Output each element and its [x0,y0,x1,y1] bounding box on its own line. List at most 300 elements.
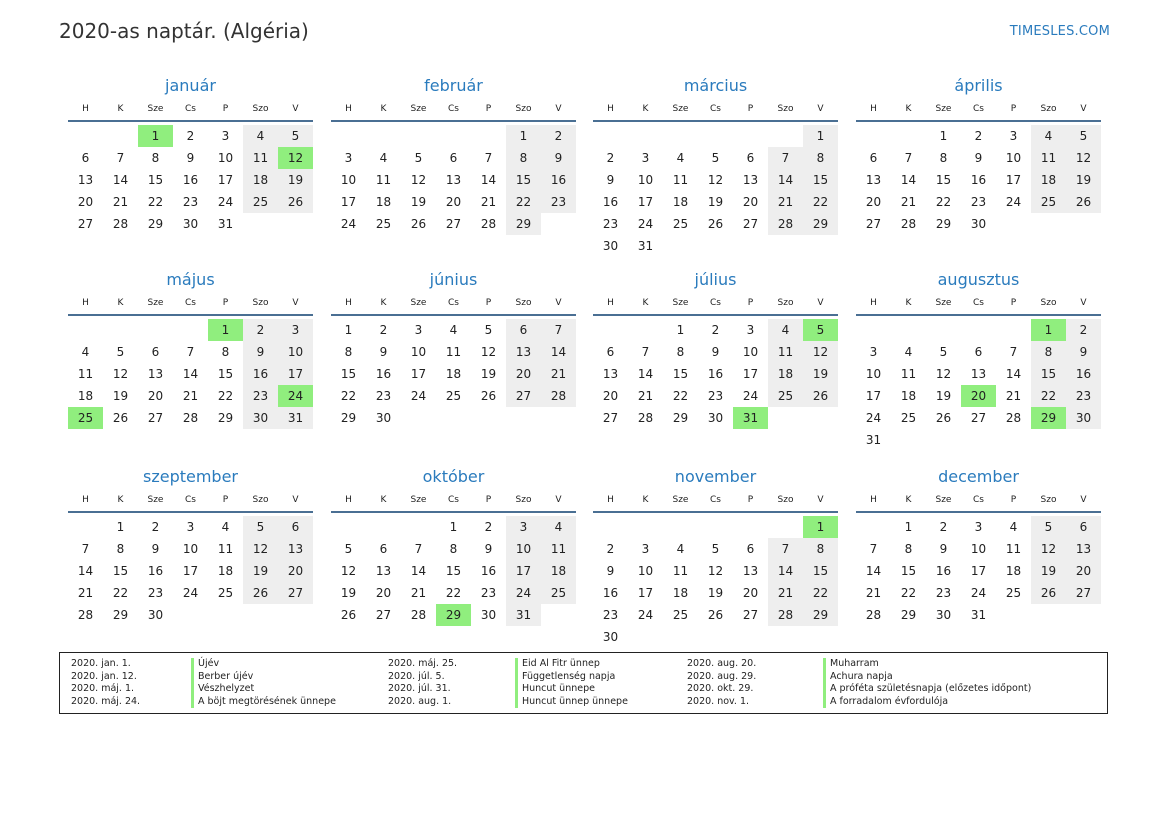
day-cell: 13 [602,367,619,381]
day-cell: 17 [217,173,234,187]
day-cell: 30 [602,630,619,644]
day-cell: 3 [641,151,650,165]
day-cell: 14 [410,564,427,578]
weekday-label: Cs [973,495,984,505]
day-cell: 11 [1031,147,1066,169]
legend-dates-col-2 [388,658,457,708]
day-cell: 11 [672,564,689,578]
day-cell: 2 [939,520,948,534]
weekday-label: H [82,104,89,114]
month-április [856,74,1101,235]
day-cell: 21 [112,195,129,209]
day-cell: 23 [182,195,199,209]
holiday-day-cell: 12 [278,147,313,169]
day-cell: 28 [768,213,803,235]
day-cell: 16 [602,586,619,600]
day-cell: 16 [147,564,164,578]
day-cell: 30 [1066,407,1101,429]
day-cell: 27 [445,217,462,231]
day-cell: 6 [379,542,388,556]
day-cell: 29 [935,217,952,231]
day-cell: 3 [344,151,353,165]
holiday-day-cell: 24 [278,385,313,407]
day-cell: 14 [865,564,882,578]
weekday-label: Sze [935,495,952,505]
weekday-label: Szo [1040,298,1057,308]
day-cell: 23 [147,586,164,600]
weekday-label: K [905,298,912,308]
weekday-label: Sze [410,104,427,114]
day-cell: 21 [900,195,917,209]
day-cell: 23 [602,608,619,622]
weekday-label: K [117,298,124,308]
day-cell: 5 [344,542,353,556]
month-title: május [166,270,215,289]
day-cell: 20 [278,560,313,582]
day-cell: 9 [606,173,615,187]
day-cell: 28 [182,411,199,425]
day-cell: 20 [147,389,164,403]
day-cell: 11 [375,173,392,187]
day-cell: 13 [445,173,462,187]
day-cell: 12 [935,367,952,381]
weekday-label: H [607,104,614,114]
day-cell: 7 [768,538,803,560]
day-cell: 24 [865,411,882,425]
empty-cell [68,516,103,538]
day-cell: 9 [606,564,615,578]
weekday-label: K [117,104,124,114]
empty-cell [926,319,961,341]
day-cell: 8 [449,542,458,556]
weekday-label: Szo [515,495,532,505]
weekday-label: V [555,298,562,308]
day-cell: 28 [900,217,917,231]
weekday-label: V [817,104,824,114]
day-cell: 11 [243,147,278,169]
day-cell: 26 [935,411,952,425]
empty-cell [628,319,663,341]
day-cell: 30 [375,411,392,425]
weekday-label: K [642,495,649,505]
month-title: április [954,76,1003,95]
day-cell: 21 [77,586,94,600]
day-cell: 26 [707,217,724,231]
holiday-day-cell: 1 [1031,319,1066,341]
day-cell: 1 [116,520,125,534]
day-cell: 24 [340,217,357,231]
day-cell: 14 [637,367,654,381]
weekday-label: H [345,104,352,114]
day-cell: 26 [112,411,129,425]
legend-date: 2020. jan. 12. [71,670,137,682]
day-cell: 5 [711,542,720,556]
day-cell: 13 [147,367,164,381]
day-cell: 29 [803,604,838,626]
day-cell: 21 [410,586,427,600]
day-cell: 13 [970,367,987,381]
day-cell: 20 [375,586,392,600]
empty-cell [68,319,103,341]
day-cell: 11 [900,367,917,381]
day-cell: 18 [77,389,94,403]
month-title: november [674,467,757,486]
weekday-label: P [485,495,492,505]
day-cell: 16 [541,169,576,191]
day-cell: 6 [974,345,983,359]
day-grid [68,125,313,235]
day-cell: 21 [541,363,576,385]
day-cell: 24 [182,586,199,600]
day-cell: 8 [803,538,838,560]
legend-holiday-name: Huncut ünnep ünnepe [515,696,628,709]
day-cell: 21 [1005,389,1022,403]
day-cell: 14 [182,367,199,381]
day-cell: 8 [803,147,838,169]
day-cell: 15 [803,169,838,191]
legend-date: 2020. máj. 1. [71,683,135,694]
day-cell: 25 [1031,191,1066,213]
day-cell: 10 [970,542,987,556]
day-cell: 3 [974,520,983,534]
weekday-label: H [870,495,877,505]
day-cell: 16 [970,173,987,187]
day-grid [68,516,313,626]
day-cell: 31 [278,407,313,429]
day-cell: 18 [1031,169,1066,191]
header-divider [856,314,1101,316]
day-cell: 4 [1009,520,1018,534]
day-cell: 19 [935,389,952,403]
day-cell: 6 [81,151,90,165]
day-cell: 26 [340,608,357,622]
day-grid [593,516,838,648]
weekday-label: V [292,298,299,308]
month-augusztus [856,268,1101,451]
day-cell: 8 [221,345,230,359]
weekday-label: Szo [1040,104,1057,114]
legend-date: 2020. nov. 1. [687,695,750,707]
day-cell: 7 [641,345,650,359]
day-cell: 12 [480,345,497,359]
day-cell: 4 [676,151,685,165]
day-cell: 13 [506,341,541,363]
day-cell: 29 [900,608,917,622]
weekday-label: Sze [672,104,689,114]
day-cell: 20 [602,389,619,403]
day-cell: 15 [217,367,234,381]
day-cell: 3 [869,345,878,359]
weekday-header [331,489,576,511]
day-cell: 1 [449,520,458,534]
weekday-label: P [485,298,492,308]
day-cell: 15 [672,367,689,381]
month-május [68,268,313,429]
page-title: 2020-as naptár. (Algéria) [59,19,309,43]
day-cell: 22 [340,389,357,403]
day-cell: 25 [1005,586,1022,600]
day-cell: 9 [974,151,983,165]
day-cell: 12 [1066,147,1101,169]
day-cell: 29 [217,411,234,425]
day-cell: 25 [768,385,803,407]
legend-holiday-name: A próféta születésnapja (előzetes időpont) [823,683,1031,696]
legend-names-col-2 [515,658,628,708]
weekday-header [593,98,838,120]
weekday-label: Szo [1040,495,1057,505]
day-cell: 14 [768,560,803,582]
day-grid [331,516,576,626]
day-cell: 22 [1031,385,1066,407]
day-cell: 5 [116,345,125,359]
day-cell: 10 [865,367,882,381]
day-cell: 2 [151,520,160,534]
empty-cell [103,125,138,147]
day-cell: 6 [278,516,313,538]
weekday-label: Cs [710,495,721,505]
day-grid [856,516,1101,626]
legend-holiday-name: Eid Al Fitr ünnep [515,658,628,671]
month-január [68,74,313,235]
day-cell: 22 [147,195,164,209]
empty-cell [366,125,401,147]
header-divider [68,120,313,122]
weekday-header [331,98,576,120]
weekday-label: P [222,104,229,114]
day-cell: 23 [707,389,724,403]
day-cell: 16 [1066,363,1101,385]
month-title: január [165,76,216,95]
empty-cell [663,516,698,538]
day-cell: 12 [340,564,357,578]
day-cell: 20 [742,586,759,600]
day-cell: 31 [865,433,882,447]
day-cell: 14 [1005,367,1022,381]
day-cell: 7 [81,542,90,556]
weekday-label: K [642,298,649,308]
weekday-label: Sze [147,298,164,308]
day-cell: 9 [541,147,576,169]
month-november [593,465,838,648]
day-cell: 9 [186,151,195,165]
day-cell: 4 [768,319,803,341]
legend-dates-col-3 [687,658,756,708]
day-cell: 19 [480,367,497,381]
day-grid [331,319,576,429]
empty-cell [698,125,733,147]
day-cell: 23 [480,586,497,600]
day-cell: 2 [606,151,615,165]
day-cell: 9 [939,542,948,556]
day-cell: 22 [112,586,129,600]
day-cell: 26 [707,608,724,622]
day-cell: 8 [116,542,125,556]
day-cell: 12 [707,173,724,187]
empty-cell [331,125,366,147]
holiday-day-cell: 5 [803,319,838,341]
day-cell: 6 [746,542,755,556]
day-cell: 15 [935,173,952,187]
weekday-label: K [380,495,387,505]
day-cell: 15 [445,564,462,578]
day-cell: 11 [77,367,94,381]
day-cell: 25 [217,586,234,600]
empty-cell [628,516,663,538]
legend-names-col-3 [823,658,1031,708]
day-cell: 27 [375,608,392,622]
day-cell: 26 [1031,582,1066,604]
weekday-label: V [292,495,299,505]
day-cell: 14 [541,341,576,363]
day-cell: 6 [746,151,755,165]
day-cell: 17 [637,195,654,209]
day-cell: 2 [243,319,278,341]
weekday-label: K [380,104,387,114]
day-cell: 19 [340,586,357,600]
day-cell: 29 [340,411,357,425]
day-cell: 14 [480,173,497,187]
day-cell: 14 [112,173,129,187]
day-cell: 28 [112,217,129,231]
empty-cell [593,125,628,147]
day-cell: 15 [1031,363,1066,385]
site-link[interactable]: TIMESLES.COM [1009,24,1110,39]
day-cell: 7 [768,147,803,169]
legend-date: 2020. aug. 29. [687,670,757,682]
day-cell: 13 [1066,538,1101,560]
day-cell: 26 [278,191,313,213]
header-divider [68,511,313,513]
day-cell: 24 [742,389,759,403]
month-július [593,268,838,429]
weekday-label: H [82,495,89,505]
day-cell: 10 [217,151,234,165]
day-cell: 3 [278,319,313,341]
day-cell: 5 [1066,125,1101,147]
day-cell: 22 [900,586,917,600]
day-cell: 11 [768,341,803,363]
day-cell: 28 [541,385,576,407]
day-cell: 18 [375,195,392,209]
day-cell: 18 [768,363,803,385]
month-title: február [424,76,483,95]
day-cell: 12 [1031,538,1066,560]
day-cell: 1 [904,520,913,534]
empty-cell [768,125,803,147]
day-cell: 18 [1005,564,1022,578]
day-cell: 4 [904,345,913,359]
day-cell: 7 [904,151,913,165]
day-cell: 3 [221,129,230,143]
day-cell: 17 [637,586,654,600]
legend-dates-col-1 [71,658,140,708]
day-cell: 19 [707,195,724,209]
day-cell: 17 [278,363,313,385]
empty-cell [891,319,926,341]
empty-cell [891,125,926,147]
day-cell: 26 [480,389,497,403]
weekday-label: Sze [147,104,164,114]
weekday-label: P [222,298,229,308]
day-cell: 16 [375,367,392,381]
weekday-label: Sze [935,298,952,308]
weekday-label: Cs [185,298,196,308]
day-cell: 12 [707,564,724,578]
day-cell: 28 [637,411,654,425]
day-cell: 7 [1009,345,1018,359]
empty-cell [733,125,768,147]
header-divider [331,314,576,316]
day-cell: 12 [410,173,427,187]
day-cell: 5 [414,151,423,165]
day-cell: 19 [278,169,313,191]
month-október [331,465,576,626]
weekday-label: Cs [448,298,459,308]
day-cell: 24 [637,217,654,231]
day-cell: 7 [541,319,576,341]
weekday-label: Cs [973,298,984,308]
day-cell: 7 [186,345,195,359]
holiday-day-cell: 1 [803,516,838,538]
header-divider [593,511,838,513]
weekday-label: H [82,298,89,308]
day-cell: 2 [974,129,983,143]
day-cell: 23 [541,191,576,213]
day-cell: 7 [414,542,423,556]
month-december [856,465,1101,626]
weekday-label: P [222,495,229,505]
empty-cell [331,516,366,538]
day-cell: 26 [410,217,427,231]
day-cell: 15 [147,173,164,187]
day-cell: 29 [672,411,689,425]
weekday-header [593,489,838,511]
day-cell: 22 [445,586,462,600]
day-cell: 30 [970,217,987,231]
day-cell: 18 [900,389,917,403]
day-cell: 27 [278,582,313,604]
day-cell: 18 [445,367,462,381]
month-title: december [938,467,1019,486]
day-cell: 17 [865,389,882,403]
empty-cell [593,516,628,538]
weekday-label: Szo [252,298,269,308]
day-cell: 19 [803,363,838,385]
day-cell: 23 [602,217,619,231]
weekday-label: Sze [672,298,689,308]
day-cell: 16 [935,564,952,578]
weekday-label: P [1010,495,1017,505]
day-cell: 29 [112,608,129,622]
empty-cell [401,516,436,538]
day-cell: 30 [480,608,497,622]
month-szeptember [68,465,313,626]
day-cell: 27 [506,385,541,407]
day-cell: 27 [865,217,882,231]
day-cell: 8 [506,147,541,169]
day-cell: 11 [541,538,576,560]
day-cell: 28 [77,608,94,622]
day-cell: 4 [676,542,685,556]
empty-cell [471,125,506,147]
empty-cell [628,125,663,147]
day-cell: 24 [1005,195,1022,209]
weekday-label: Szo [777,495,794,505]
day-cell: 24 [506,582,541,604]
weekday-label: Sze [410,298,427,308]
day-cell: 14 [77,564,94,578]
weekday-label: Szo [515,298,532,308]
